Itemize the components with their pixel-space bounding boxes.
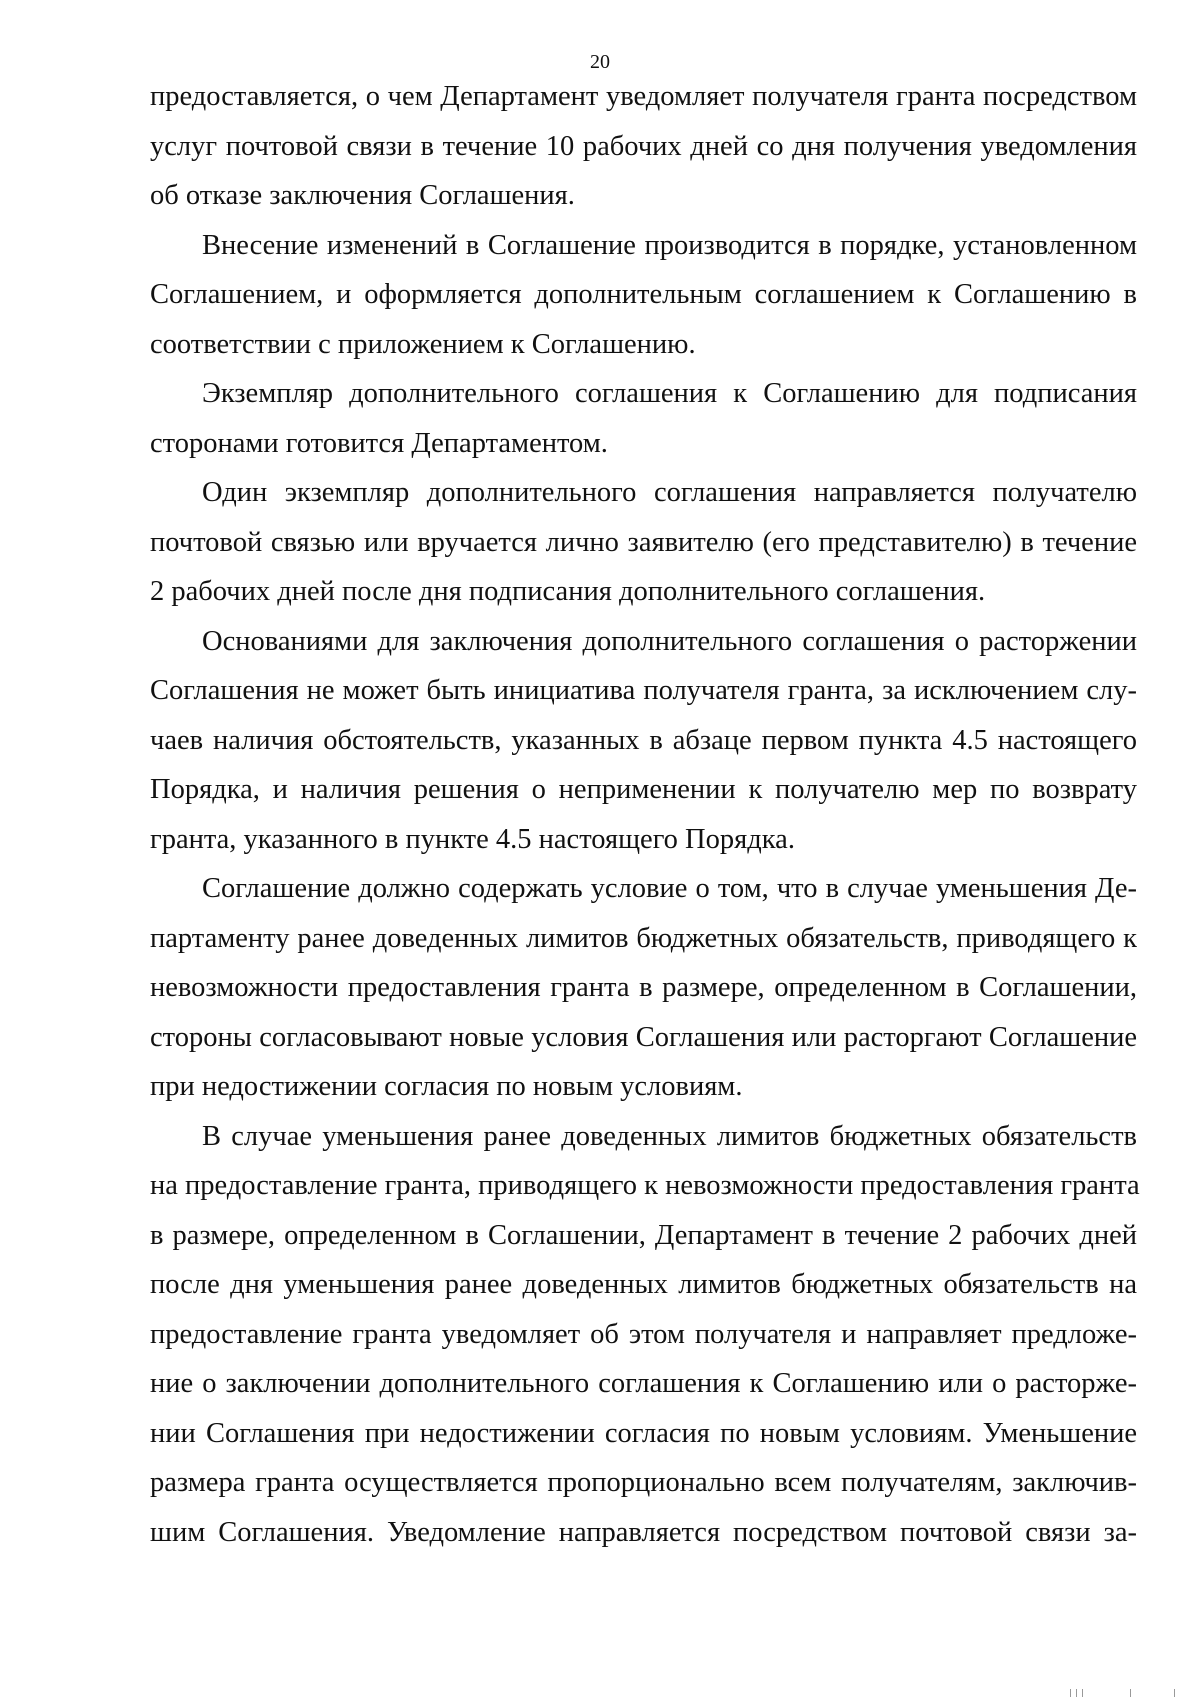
paragraph: [150, 468, 1137, 617]
text-line: Соглашение должно содержать условие о том, что в случае уменьшения Де-: [202, 873, 1137, 904]
text-line: партаменту ранее доведенных лимитов бюджетных обязательств, приводящего к: [150, 922, 1137, 954]
text-line: предоставляется, о чем Департамент уведомляет получателя гранта посредством: [150, 81, 1137, 112]
text-line: чаев наличия обстоятельств, указанных в абзаце первом пункта 4.5 настоящего: [150, 724, 1137, 756]
text-line: Экземпляр дополнительного соглашения к Соглашению для подписания: [202, 378, 1137, 409]
text-line: гранта, указанного в пункте 4.5 настоящего Порядка.: [150, 823, 795, 855]
text-line: Основаниями для заключения дополнительного соглашения о расторжении: [202, 625, 1137, 657]
page-number: 20: [590, 51, 610, 73]
paragraph: [150, 221, 1137, 370]
text-line: 2 рабочих дней после дня подписания дополнительного соглашения.: [150, 576, 986, 607]
text-line: размера гранта осуществляется пропорционально всем получателям, заключив-: [150, 1467, 1137, 1498]
text-line: невозможности предоставления гранта в размере, определенном в Соглашении,: [150, 972, 1137, 1003]
text-line: соответствии с приложением к Соглашению.: [150, 328, 696, 360]
text-line: в размере, определенном в Соглашении, Департамент в течение 2 рабочих дней: [150, 1219, 1137, 1251]
text-line: на предоставление гранта, приводящего к невозможности предоставления гранта: [150, 1170, 1140, 1201]
text-line: предоставление гранта уведомляет об этом получателя и направляет предложе-: [150, 1318, 1137, 1350]
text-line: Один экземпляр дополнительного соглашения направляется получателю: [202, 477, 1137, 508]
text-line: услуг почтовой связи в течение 10 рабочих дней со дня получения уведомления: [150, 130, 1137, 162]
text-line: ние о заключении дополнительного соглашения к Соглашению или о расторже-: [150, 1368, 1137, 1399]
paragraph: [150, 72, 1137, 221]
text-line: об отказе заключения Соглашения.: [150, 180, 575, 211]
text-line: шим Соглашения. Уведомление направляется посредством почтовой связи за-: [150, 1516, 1137, 1548]
text-line: Соглашения не может быть инициатива получателя гранта, за исключением слу-: [150, 675, 1137, 706]
text-line: сторонами готовится Департаментом.: [150, 427, 608, 459]
text-line: нии Соглашения при недостижении согласия по новым условиям. Уменьшение: [150, 1417, 1137, 1449]
paragraph: [150, 864, 1137, 1112]
paragraph: [150, 369, 1137, 468]
text-line: Внесение изменений в Соглашение производится в порядке, установленном: [202, 229, 1137, 261]
paragraph: [150, 617, 1137, 865]
scan-artifact: [1070, 1687, 1180, 1697]
text-line: Порядка, и наличия решения о неприменении к получателю мер по возврату: [150, 774, 1137, 805]
text-line: после дня уменьшения ранее доведенных лимитов бюджетных обязательств на: [150, 1269, 1137, 1300]
document-body: [150, 72, 1140, 1557]
text-line: при недостижении согласия по новым условиям.: [150, 1071, 743, 1102]
text-line: почтовой связью или вручается лично заявителю (его представителю) в течение: [150, 526, 1137, 558]
text-line: В случае уменьшения ранее доведенных лимитов бюджетных обязательств: [202, 1120, 1137, 1152]
text-line: Соглашением, и оформляется дополнительным соглашением к Соглашению в: [150, 279, 1137, 310]
text-line: стороны согласовывают новые условия Соглашения или расторгают Соглашение: [150, 1021, 1137, 1053]
paragraph: [150, 1112, 1140, 1558]
